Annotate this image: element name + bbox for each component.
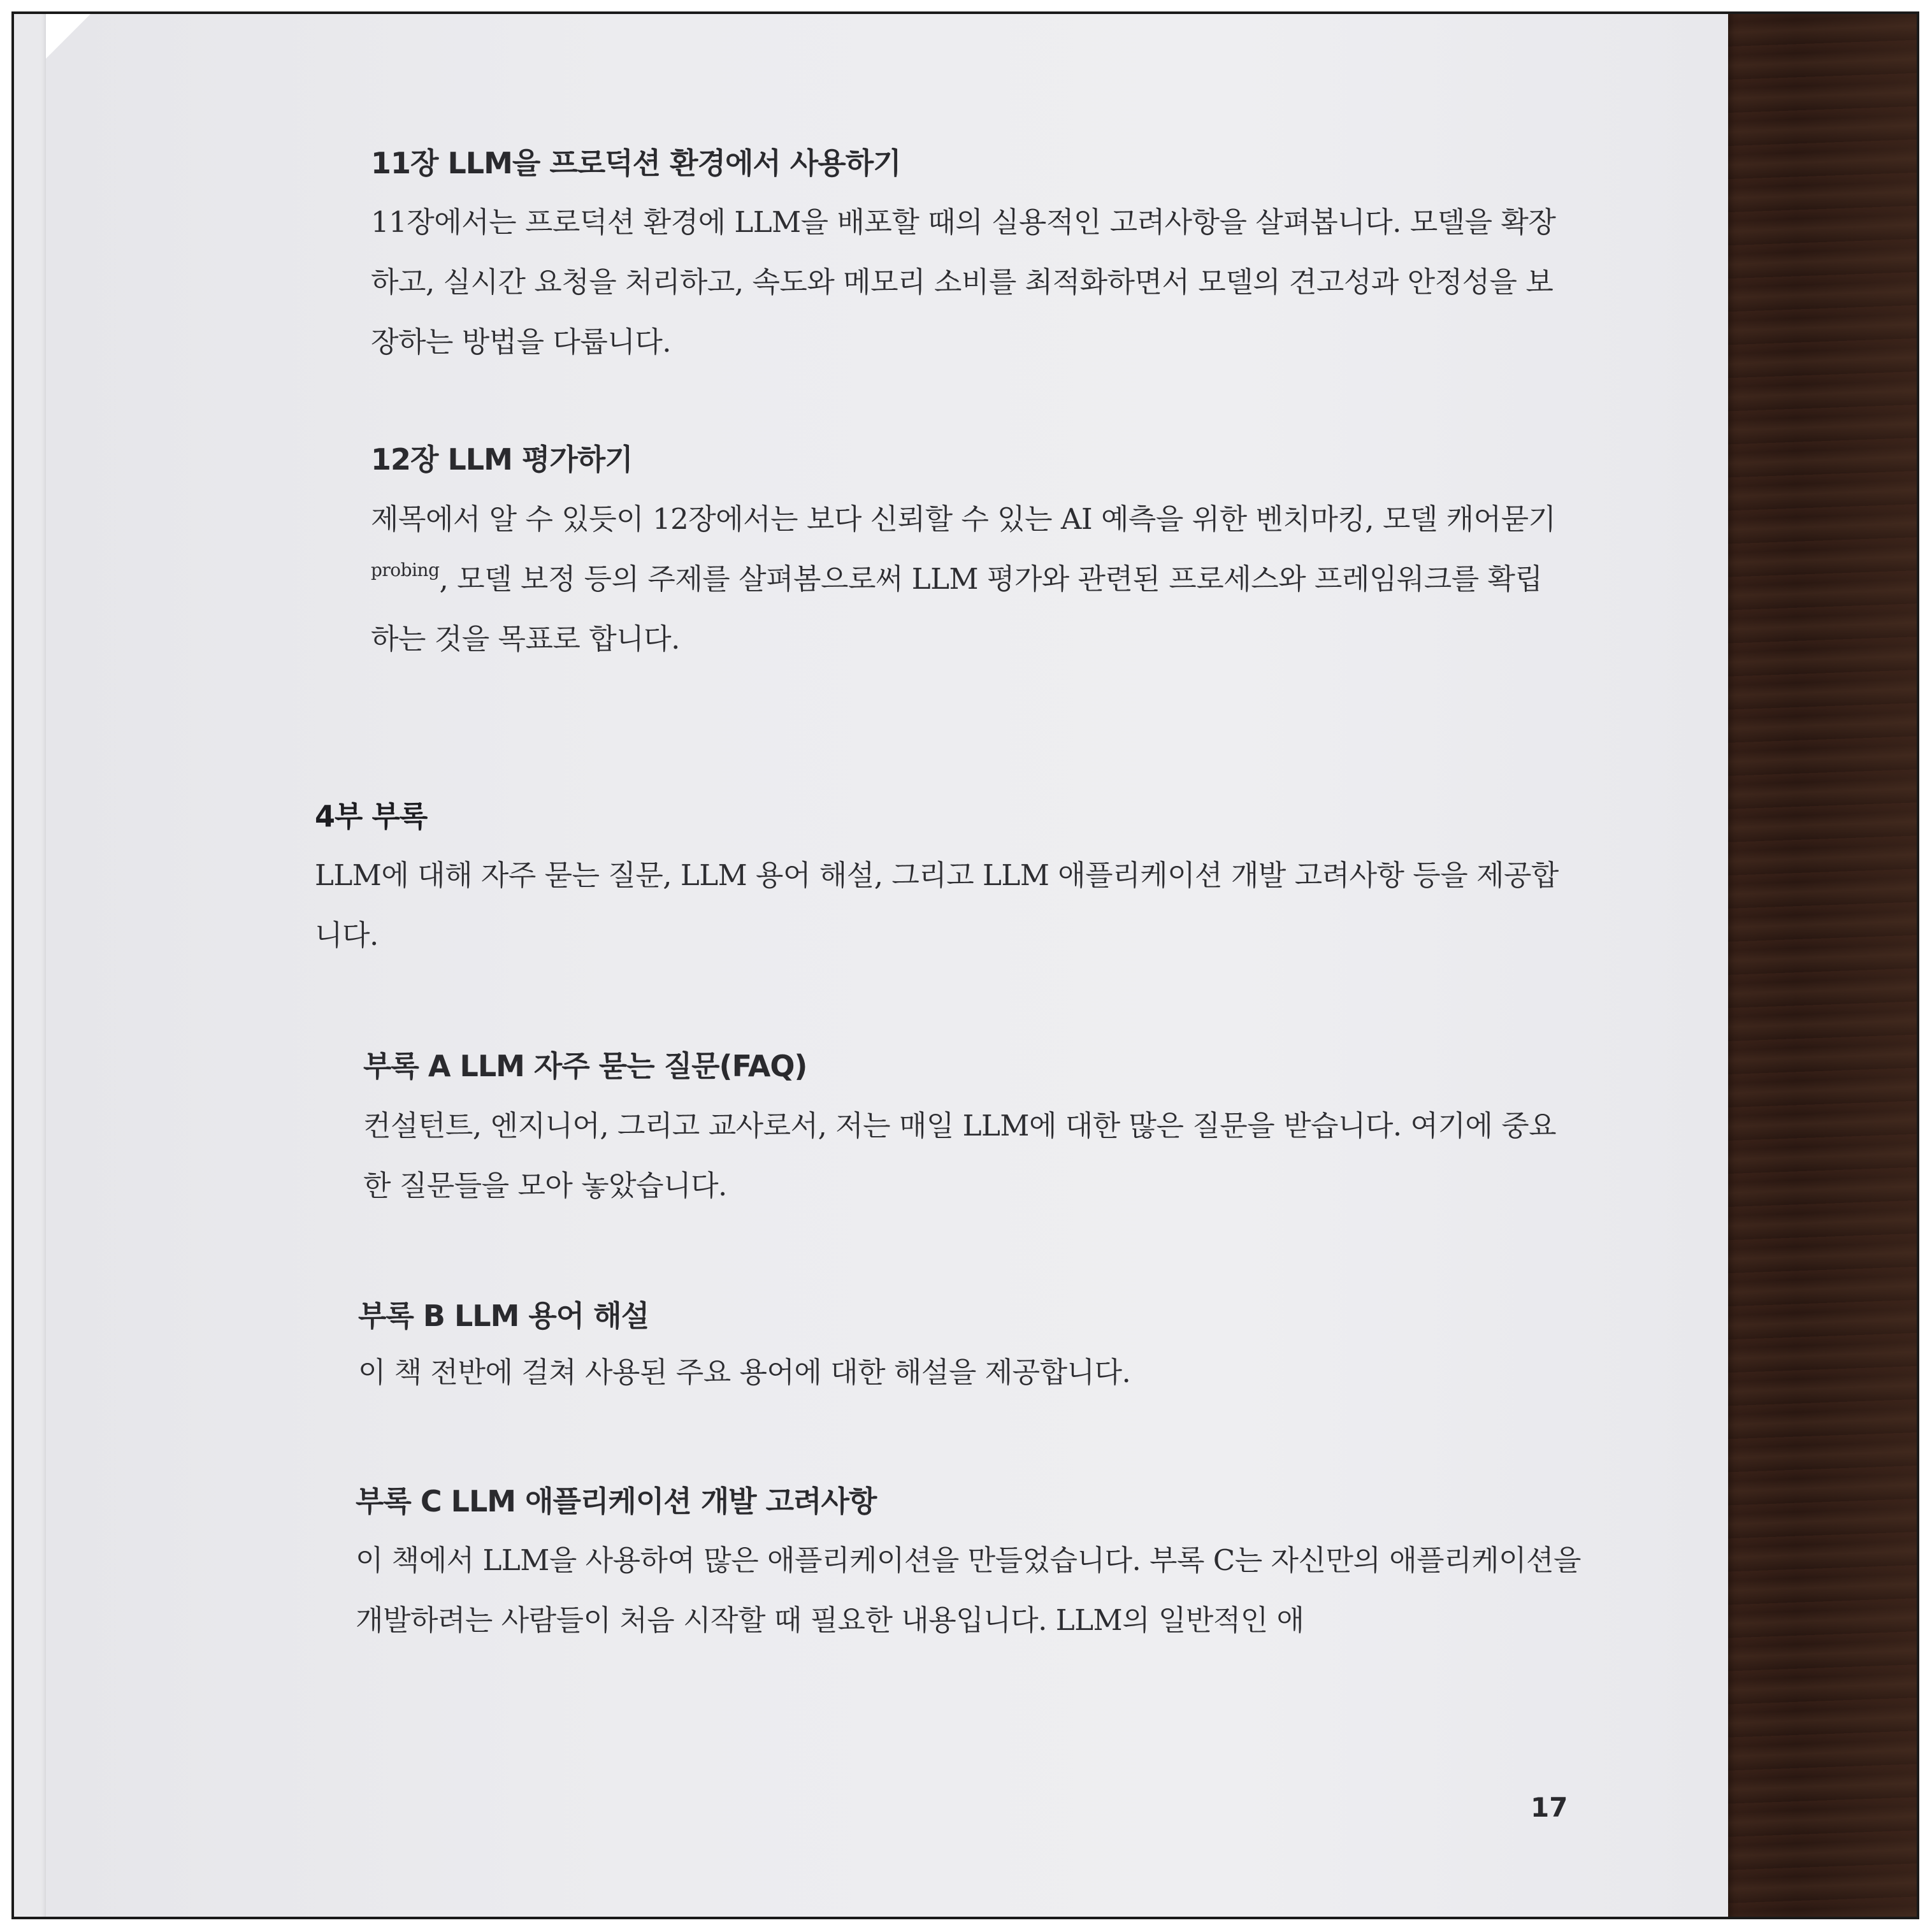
probing-superscript: probing bbox=[371, 559, 440, 580]
book-page bbox=[46, 11, 1728, 1919]
chapter-12-text-end: , 모델 보정 등의 주제를 살펴봄으로써 LLM 평가와 관련된 프로세스와 프레임워크를 확립하는 것을 목표로 합니다. bbox=[371, 562, 1543, 656]
chapter-11-title: 11장 LLM을 프로덕션 환경에서 사용하기 bbox=[371, 146, 901, 180]
appendix-a-description: 컨설턴트, 엔지니어, 그리고 교사로서, 저는 매일 LLM에 대한 많은 질문을 받습니다. 여기에 중요한 질문들을 모아 놓았습니다. bbox=[363, 1109, 1557, 1202]
part-4-title: 4부 부록 bbox=[315, 799, 428, 833]
chapter-12-title: 12장 LLM 평가하기 bbox=[371, 442, 633, 477]
appendix-c-description: 이 책에서 LLM을 사용하여 많은 애플리케이션을 만들었습니다. 부록 C는 자신만의 애플리케이션을 개발하려는 사람들이 처음 시작할 때 필요한 내용입니다. LLM의 일반적인 애 bbox=[356, 1543, 1581, 1637]
page-number: 17 bbox=[1531, 1792, 1568, 1823]
chapter-12-text-start: 제목에서 알 수 있듯이 12장에서는 보다 신뢰할 수 있는 AI 예측을 위한 벤치마킹, 모델 캐어묻기 bbox=[371, 502, 1556, 536]
appendix-b-title: 부록 B LLM 용어 해설 bbox=[358, 1299, 649, 1333]
chapter-11-description: 11장에서는 프로덕션 환경에 LLM을 배포할 때의 실용적인 고려사항을 살펴봅니다. 모델을 확장하고, 실시간 요청을 처리하고, 속도와 메모리 소비를 최적화하면서 모델의 견고성과 안정성을 보장하는 방법을 다룹니다. bbox=[371, 205, 1556, 359]
chapter-12-description bbox=[371, 489, 1569, 669]
appendix-c-title: 부록 C LLM 애플리케이션 개발 고려사항 bbox=[356, 1484, 877, 1518]
part-4-description: LLM에 대해 자주 묻는 질문, LLM 용어 해설, 그리고 LLM 애플리케이션 개발 고려사항 등을 제공합니다. bbox=[315, 858, 1559, 952]
appendix-b-description: 이 책 전반에 걸쳐 사용된 주요 용어에 대한 해설을 제공합니다. bbox=[358, 1355, 1131, 1389]
appendix-a-title: 부록 A LLM 자주 묻는 질문(FAQ) bbox=[363, 1049, 807, 1083]
page-content bbox=[46, 11, 1728, 1919]
wooden-table-background bbox=[1709, 14, 1919, 1919]
photo-frame bbox=[11, 11, 1919, 1919]
